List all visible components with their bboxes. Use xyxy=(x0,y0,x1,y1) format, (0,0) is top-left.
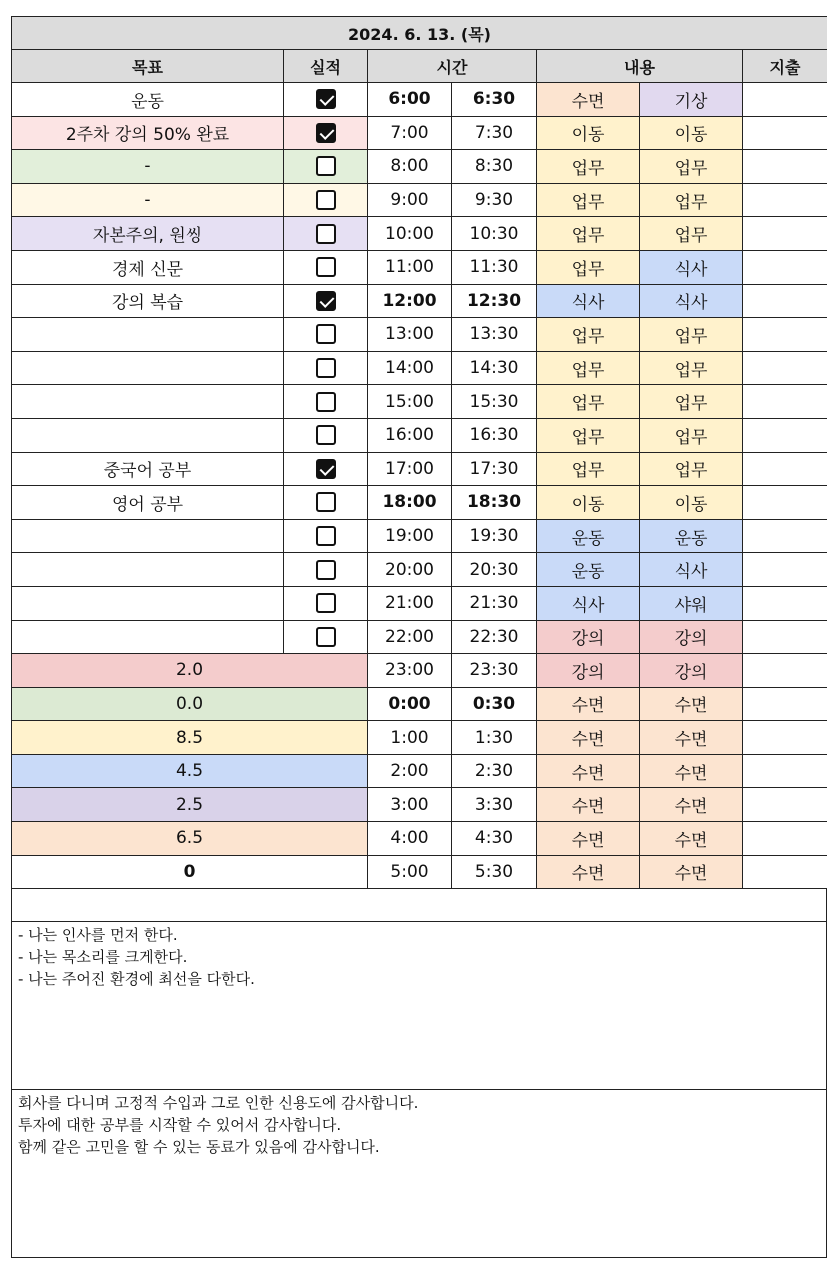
expense-cell[interactable] xyxy=(743,385,827,419)
content-cell[interactable]: 수면 xyxy=(640,855,743,889)
checkbox-icon[interactable] xyxy=(316,627,336,647)
schedule-row xyxy=(12,519,827,553)
goal-cell[interactable]: 운동 xyxy=(12,83,284,117)
expense-cell[interactable] xyxy=(743,452,827,486)
done-cell[interactable] xyxy=(284,318,368,352)
content-cell[interactable]: 업무 xyxy=(640,150,743,184)
time-start-cell: 9:00 xyxy=(368,183,452,217)
content-cell[interactable]: 식사 xyxy=(640,553,743,587)
schedule-row xyxy=(12,620,827,654)
content-cell[interactable]: 강의 xyxy=(640,654,743,688)
goal-cell[interactable]: - xyxy=(12,150,284,184)
done-cell[interactable] xyxy=(284,385,368,419)
time-start-cell: 3:00 xyxy=(368,788,452,822)
time-half-cell: 21:30 xyxy=(452,586,537,620)
time-start-cell: 0:00 xyxy=(368,687,452,721)
time-half-cell: 16:30 xyxy=(452,418,537,452)
goal-cell[interactable] xyxy=(12,586,284,620)
affirmation-line: - 나는 인사를 먼저 한다. xyxy=(18,926,178,945)
checkbox-icon[interactable] xyxy=(316,560,336,580)
time-start-cell: 18:00 xyxy=(368,486,452,520)
content-cell[interactable]: 수면 xyxy=(640,754,743,788)
checkbox-icon[interactable] xyxy=(316,324,336,344)
expense-cell[interactable] xyxy=(743,754,827,788)
expense-cell[interactable] xyxy=(743,250,827,284)
time-start-cell: 4:00 xyxy=(368,822,452,856)
date-title: 2024. 6. 13. (목) xyxy=(12,17,827,50)
expense-cell[interactable] xyxy=(743,654,827,688)
schedule-row xyxy=(12,183,827,217)
goal-cell[interactable] xyxy=(12,318,284,352)
time-start-cell: 20:00 xyxy=(368,553,452,587)
time-start-cell: 16:00 xyxy=(368,418,452,452)
schedule-row xyxy=(12,385,827,419)
content-cell[interactable]: 수면 xyxy=(537,822,640,856)
content-cell[interactable]: 수면 xyxy=(640,788,743,822)
content-cell[interactable]: 업무 xyxy=(537,385,640,419)
content-cell[interactable]: 이동 xyxy=(537,116,640,150)
expense-cell[interactable] xyxy=(743,788,827,822)
content-cell[interactable]: 수면 xyxy=(537,721,640,755)
checkbox-icon[interactable] xyxy=(316,224,336,244)
time-half-cell: 17:30 xyxy=(452,452,537,486)
expense-cell[interactable] xyxy=(743,822,827,856)
expense-cell[interactable] xyxy=(743,284,827,318)
time-half-cell: 20:30 xyxy=(452,553,537,587)
content-cell[interactable]: 업무 xyxy=(640,351,743,385)
expense-cell[interactable] xyxy=(743,116,827,150)
checkbox-icon[interactable] xyxy=(316,123,336,143)
checkbox-icon[interactable] xyxy=(316,492,336,512)
schedule-row xyxy=(12,553,827,587)
time-half-cell: 12:30 xyxy=(452,284,537,318)
content-cell[interactable]: 운동 xyxy=(537,519,640,553)
done-cell[interactable] xyxy=(284,418,368,452)
time-start-cell: 14:00 xyxy=(368,351,452,385)
done-cell[interactable] xyxy=(284,250,368,284)
time-start-cell: 7:00 xyxy=(368,116,452,150)
expense-cell[interactable] xyxy=(743,721,827,755)
gratitude-line: 회사를 다니며 고정적 수입과 그로 인한 신용도에 감사합니다. xyxy=(18,1094,419,1113)
checkbox-icon[interactable] xyxy=(316,190,336,210)
expense-cell[interactable] xyxy=(743,687,827,721)
content-cell[interactable]: 수면 xyxy=(537,855,640,889)
expense-cell[interactable] xyxy=(743,586,827,620)
expense-cell[interactable] xyxy=(743,620,827,654)
checkbox-icon[interactable] xyxy=(316,89,336,109)
time-half-cell: 11:30 xyxy=(452,250,537,284)
expense-cell[interactable] xyxy=(743,183,827,217)
checkbox-icon[interactable] xyxy=(316,257,336,277)
time-start-cell: 2:00 xyxy=(368,754,452,788)
content-cell[interactable]: 업무 xyxy=(640,452,743,486)
schedule-row xyxy=(12,486,827,520)
time-start-cell: 5:00 xyxy=(368,855,452,889)
time-start-cell: 15:00 xyxy=(368,385,452,419)
summary-row xyxy=(12,855,827,889)
content-cell[interactable]: 식사 xyxy=(537,284,640,318)
content-cell[interactable]: 운동 xyxy=(640,519,743,553)
planner-table xyxy=(11,16,827,889)
content-cell[interactable]: 식사 xyxy=(640,250,743,284)
schedule-row xyxy=(12,586,827,620)
done-cell[interactable] xyxy=(284,452,368,486)
done-header: 실적 xyxy=(284,50,368,83)
gratitude-line: 투자에 대한 공부를 시작할 수 있어서 감사합니다. xyxy=(18,1116,342,1135)
schedule-row xyxy=(12,150,827,184)
blank-row[interactable] xyxy=(12,889,827,922)
done-cell[interactable] xyxy=(284,116,368,150)
expense-cell[interactable] xyxy=(743,553,827,587)
time-header: 시간 xyxy=(368,50,537,83)
schedule-row xyxy=(12,217,827,251)
expense-cell[interactable] xyxy=(743,519,827,553)
time-start-cell: 11:00 xyxy=(368,250,452,284)
content-cell[interactable]: 기상 xyxy=(640,83,743,117)
content-cell[interactable]: 업무 xyxy=(537,318,640,352)
content-cell[interactable]: 수면 xyxy=(640,822,743,856)
content-cell[interactable]: 수면 xyxy=(537,754,640,788)
gratitude-cell[interactable] xyxy=(12,1090,827,1258)
summary-row xyxy=(12,654,827,688)
done-cell[interactable] xyxy=(284,586,368,620)
content-cell[interactable]: 수면 xyxy=(537,788,640,822)
content-header: 내용 xyxy=(537,50,743,83)
category-total-cell: 2.0 xyxy=(12,654,368,688)
content-cell[interactable]: 강의 xyxy=(537,654,640,688)
schedule-row xyxy=(12,318,827,352)
time-start-cell: 17:00 xyxy=(368,452,452,486)
content-cell[interactable]: 업무 xyxy=(640,418,743,452)
goal-cell[interactable]: 경제 신문 xyxy=(12,250,284,284)
expense-cell[interactable] xyxy=(743,418,827,452)
checkbox-icon[interactable] xyxy=(316,425,336,445)
time-start-cell: 21:00 xyxy=(368,586,452,620)
content-cell[interactable]: 업무 xyxy=(537,183,640,217)
content-cell[interactable]: 수면 xyxy=(537,687,640,721)
goal-cell[interactable]: 자본주의, 원씽 xyxy=(12,217,284,251)
goal-cell[interactable]: 강의 복습 xyxy=(12,284,284,318)
content-cell[interactable]: 업무 xyxy=(537,250,640,284)
content-cell[interactable]: 이동 xyxy=(640,486,743,520)
summary-row xyxy=(12,822,827,856)
schedule-row xyxy=(12,452,827,486)
goal-cell[interactable]: - xyxy=(12,183,284,217)
time-start-cell: 13:00 xyxy=(368,318,452,352)
done-cell[interactable] xyxy=(284,284,368,318)
content-cell[interactable]: 수면 xyxy=(640,687,743,721)
expense-cell[interactable] xyxy=(743,318,827,352)
affirmation-line: - 나는 목소리를 크게한다. xyxy=(18,948,188,967)
time-start-cell: 1:00 xyxy=(368,721,452,755)
checkbox-icon[interactable] xyxy=(316,156,336,176)
gratitude-line: 함께 같은 고민을 할 수 있는 동료가 있음에 감사합니다. xyxy=(18,1138,380,1157)
expense-cell[interactable] xyxy=(743,83,827,117)
time-half-cell: 4:30 xyxy=(452,822,537,856)
goal-cell[interactable] xyxy=(12,351,284,385)
time-start-cell: 19:00 xyxy=(368,519,452,553)
content-cell[interactable]: 업무 xyxy=(640,318,743,352)
schedule-row xyxy=(12,418,827,452)
expense-cell[interactable] xyxy=(743,351,827,385)
summary-row xyxy=(12,788,827,822)
goal-header: 목표 xyxy=(12,50,284,83)
time-start-cell: 6:00 xyxy=(368,83,452,117)
goal-cell[interactable] xyxy=(12,553,284,587)
time-half-cell: 9:30 xyxy=(452,183,537,217)
expense-cell[interactable] xyxy=(743,217,827,251)
goal-cell[interactable]: 영어 공부 xyxy=(12,486,284,520)
time-start-cell: 23:00 xyxy=(368,654,452,688)
done-cell[interactable] xyxy=(284,519,368,553)
time-half-cell: 15:30 xyxy=(452,385,537,419)
goal-cell[interactable] xyxy=(12,385,284,419)
content-cell[interactable]: 업무 xyxy=(537,351,640,385)
content-cell[interactable]: 식사 xyxy=(537,586,640,620)
notes-table xyxy=(11,888,827,1258)
checkbox-icon[interactable] xyxy=(316,526,336,546)
content-cell[interactable]: 업무 xyxy=(640,183,743,217)
time-half-cell: 1:30 xyxy=(452,721,537,755)
content-cell[interactable]: 업무 xyxy=(537,418,640,452)
time-half-cell: 13:30 xyxy=(452,318,537,352)
content-cell[interactable]: 강의 xyxy=(640,620,743,654)
done-cell[interactable] xyxy=(284,553,368,587)
expense-cell[interactable] xyxy=(743,855,827,889)
done-cell[interactable] xyxy=(284,217,368,251)
category-total-cell: 4.5 xyxy=(12,754,368,788)
content-cell[interactable]: 수면 xyxy=(537,83,640,117)
time-start-cell: 10:00 xyxy=(368,217,452,251)
done-cell[interactable] xyxy=(284,620,368,654)
time-half-cell: 0:30 xyxy=(452,687,537,721)
checkbox-icon[interactable] xyxy=(316,358,336,378)
time-start-cell: 8:00 xyxy=(368,150,452,184)
time-half-cell: 3:30 xyxy=(452,788,537,822)
content-cell[interactable]: 강의 xyxy=(537,620,640,654)
summary-row xyxy=(12,754,827,788)
goal-cell[interactable] xyxy=(12,620,284,654)
goal-cell[interactable]: 중국어 공부 xyxy=(12,452,284,486)
done-cell[interactable] xyxy=(284,351,368,385)
goal-cell[interactable] xyxy=(12,418,284,452)
time-half-cell: 8:30 xyxy=(452,150,537,184)
time-start-cell: 12:00 xyxy=(368,284,452,318)
content-cell[interactable]: 업무 xyxy=(537,452,640,486)
goal-cell[interactable]: 2주차 강의 50% 완료 xyxy=(12,116,284,150)
schedule-row xyxy=(12,284,827,318)
content-cell[interactable]: 이동 xyxy=(640,116,743,150)
checkbox-icon[interactable] xyxy=(316,291,336,311)
summary-row xyxy=(12,721,827,755)
time-half-cell: 14:30 xyxy=(452,351,537,385)
category-total-cell: 0 xyxy=(12,855,368,889)
expense-cell[interactable] xyxy=(743,486,827,520)
time-half-cell: 23:30 xyxy=(452,654,537,688)
done-cell[interactable] xyxy=(284,150,368,184)
time-half-cell: 19:30 xyxy=(452,519,537,553)
expense-cell[interactable] xyxy=(743,150,827,184)
content-cell[interactable]: 업무 xyxy=(537,217,640,251)
schedule-row xyxy=(12,83,827,117)
checkbox-icon[interactable] xyxy=(316,459,336,479)
affirmations-cell[interactable] xyxy=(12,922,827,1090)
affirmation-line: - 나는 주어진 환경에 최선을 다한다. xyxy=(18,970,255,989)
content-cell[interactable]: 샤워 xyxy=(640,586,743,620)
summary-row xyxy=(12,687,827,721)
content-cell[interactable]: 업무 xyxy=(640,217,743,251)
schedule-row xyxy=(12,116,827,150)
content-cell[interactable]: 운동 xyxy=(537,553,640,587)
content-cell[interactable]: 업무 xyxy=(640,385,743,419)
checkbox-icon[interactable] xyxy=(316,593,336,613)
time-half-cell: 18:30 xyxy=(452,486,537,520)
schedule-row xyxy=(12,250,827,284)
time-half-cell: 2:30 xyxy=(452,754,537,788)
category-total-cell: 0.0 xyxy=(12,687,368,721)
expense-header: 지출 xyxy=(743,50,827,83)
time-half-cell: 5:30 xyxy=(452,855,537,889)
time-half-cell: 6:30 xyxy=(452,83,537,117)
content-cell[interactable]: 이동 xyxy=(537,486,640,520)
goal-cell[interactable] xyxy=(12,519,284,553)
time-half-cell: 10:30 xyxy=(452,217,537,251)
done-cell[interactable] xyxy=(284,486,368,520)
time-start-cell: 22:00 xyxy=(368,620,452,654)
content-cell[interactable]: 식사 xyxy=(640,284,743,318)
category-total-cell: 6.5 xyxy=(12,822,368,856)
checkbox-icon[interactable] xyxy=(316,392,336,412)
time-half-cell: 7:30 xyxy=(452,116,537,150)
daily-planner-sheet xyxy=(11,16,827,1258)
category-total-cell: 8.5 xyxy=(12,721,368,755)
schedule-row xyxy=(12,351,827,385)
content-cell[interactable]: 수면 xyxy=(640,721,743,755)
done-cell[interactable] xyxy=(284,83,368,117)
category-total-cell: 2.5 xyxy=(12,788,368,822)
done-cell[interactable] xyxy=(284,183,368,217)
time-half-cell: 22:30 xyxy=(452,620,537,654)
content-cell[interactable]: 업무 xyxy=(537,150,640,184)
